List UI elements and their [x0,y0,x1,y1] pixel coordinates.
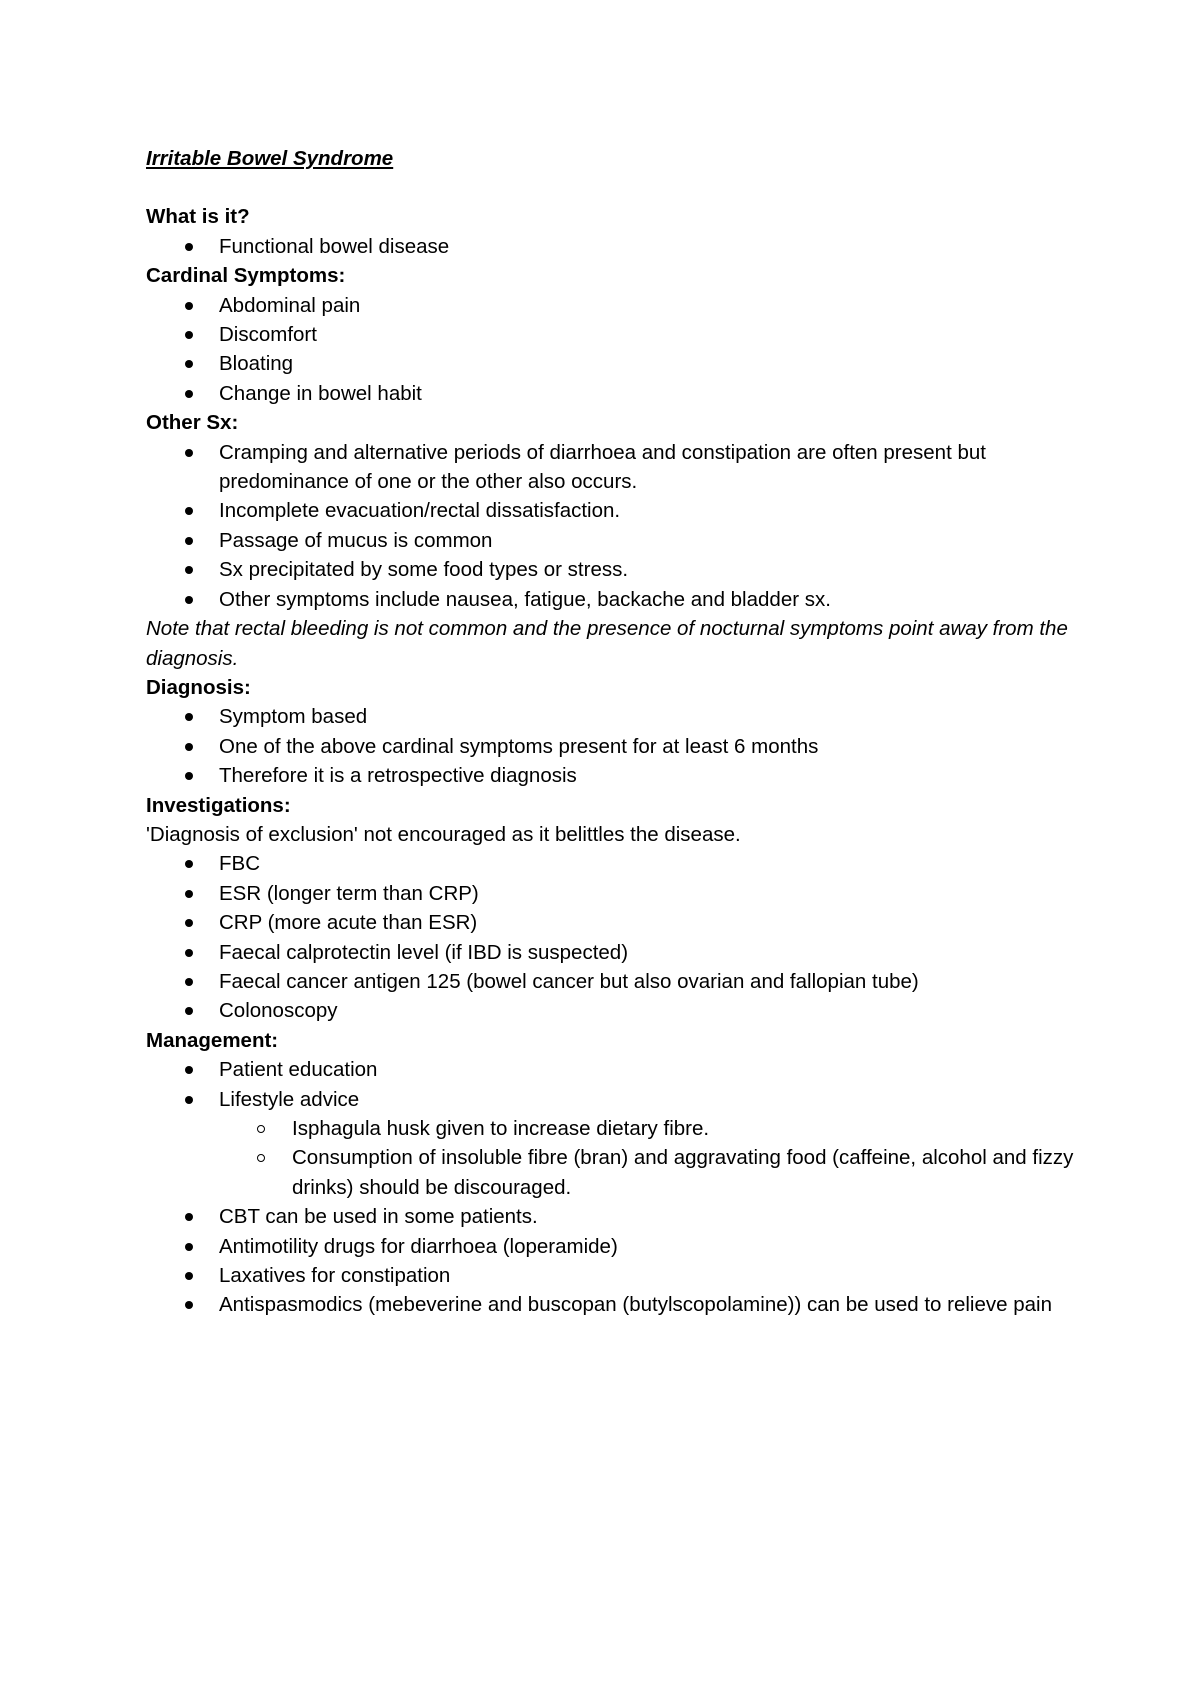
list-item: Abdominal pain [146,291,1076,320]
heading-diagnosis: Diagnosis: [146,675,251,699]
bullet-icon [185,860,193,868]
list-diagnosis [146,702,1076,790]
list-lifestyle-advice [146,1114,1076,1202]
bullet-icon [185,566,193,574]
list-item: Antimotility drugs for diarrhoea (loperamide) [146,1232,1076,1261]
list-other-sx [146,438,1076,614]
bullet-icon [185,919,193,927]
bullet-icon [185,978,193,986]
heading-cardinal-symptoms: Cardinal Symptoms: [146,264,346,288]
heading-other-sx: Other Sx: [146,411,239,435]
list-item: Consumption of insoluble fibre (bran) and aggravating food (caffeine, alcohol and fizzy drinks) should be discouraged. [146,1143,1076,1202]
list-item: Therefore it is a retrospective diagnosis [146,761,1076,790]
list-item: Faecal calprotectin level (if IBD is suspected) [146,938,1076,967]
bullet-icon [185,1007,193,1015]
bullet-icon [185,949,193,957]
list-item: FBC [146,849,1076,878]
list-item: Discomfort [146,320,1076,349]
bullet-icon [185,302,193,310]
bullet-icon [185,360,193,368]
bullet-icon [185,713,193,721]
list-item: Symptom based [146,702,1076,731]
list-item: Cramping and alternative periods of diarrhoea and constipation are often present but predominance of one or the other also occurs. [146,438,1076,497]
list-item: Incomplete evacuation/rectal dissatisfaction. [146,496,1076,525]
document-title: Irritable Bowel Syndrome [146,147,394,170]
hollow-bullet-icon [257,1154,265,1162]
heading-what-is-it: What is it? [146,205,250,229]
list-item: Change in bowel habit [146,379,1076,408]
bullet-icon [185,596,193,604]
list-item: Sx precipitated by some food types or stress. [146,555,1076,584]
bullet-icon [185,537,193,545]
list-item: CBT can be used in some patients. [146,1202,1076,1231]
list-cardinal-symptoms [146,291,1076,409]
list-management [146,1055,1076,1114]
list-item: One of the above cardinal symptoms present for at least 6 months [146,732,1076,761]
bullet-icon [185,1096,193,1104]
list-item: Functional bowel disease [146,232,1076,261]
list-item: Lifestyle advice [146,1085,1076,1114]
list-item: Laxatives for constipation [146,1261,1076,1290]
bullet-icon [185,1213,193,1221]
list-item: Bloating [146,349,1076,378]
hollow-bullet-icon [257,1125,265,1133]
list-item: Passage of mucus is common [146,526,1076,555]
bullet-icon [185,890,193,898]
document-page [146,144,1076,1320]
list-management-continued [146,1202,1076,1320]
bullet-icon [185,243,193,251]
list-what-is-it [146,232,1076,261]
bullet-icon [185,507,193,515]
bullet-icon [185,1243,193,1251]
bullet-icon [185,1301,193,1309]
list-item: ESR (longer term than CRP) [146,879,1076,908]
investigations-intro: 'Diagnosis of exclusion' not encouraged as it belittles the disease. [146,822,741,846]
list-item: Isphagula husk given to increase dietary fibre. [146,1114,1076,1143]
list-item: CRP (more acute than ESR) [146,908,1076,937]
list-item: Antispasmodics (mebeverine and buscopan (butylscopolamine)) can be used to relieve pain [146,1290,1076,1319]
list-item: Other symptoms include nausea, fatigue, backache and bladder sx. [146,585,1076,614]
bullet-icon [185,390,193,398]
bullet-icon [185,331,193,339]
note-rectal-bleeding: Note that rectal bleeding is not common and the presence of nocturnal symptoms point away from the diagnosis. [146,617,1068,670]
bullet-icon [185,1066,193,1074]
list-investigations [146,849,1076,1025]
bullet-icon [185,449,193,457]
list-item: Patient education [146,1055,1076,1084]
bullet-icon [185,1272,193,1280]
heading-investigations: Investigations: [146,793,291,817]
list-item: Colonoscopy [146,996,1076,1025]
list-item: Faecal cancer antigen 125 (bowel cancer but also ovarian and fallopian tube) [146,967,1076,996]
bullet-icon [185,743,193,751]
heading-management: Management: [146,1028,279,1052]
bullet-icon [185,772,193,780]
